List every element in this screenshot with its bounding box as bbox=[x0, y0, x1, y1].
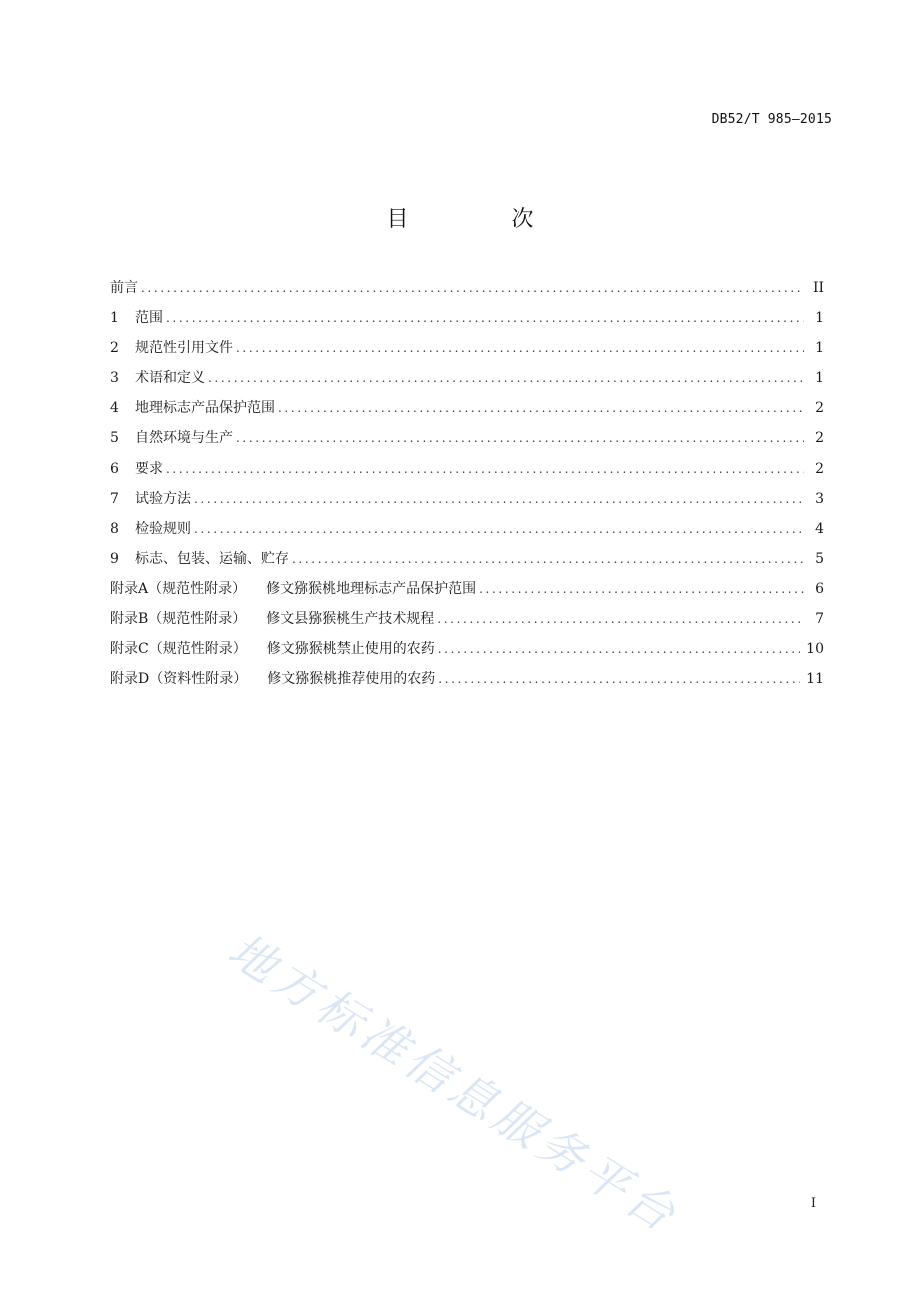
toc-entry-number: 2 bbox=[110, 340, 119, 357]
toc-entry-page: 1 bbox=[815, 310, 824, 327]
toc-entry-page: 1 bbox=[815, 370, 824, 387]
toc-entry-label: 修文县猕猴桃生产技术规程 bbox=[266, 611, 435, 628]
toc-entry-page: 5 bbox=[815, 550, 824, 567]
toc-entry-page: 2 bbox=[815, 430, 824, 447]
toc-entry-page: 7 bbox=[815, 611, 824, 628]
toc-entry[interactable] bbox=[110, 579, 824, 609]
toc-dot-leader bbox=[166, 308, 804, 328]
toc-entry-label: 要求 bbox=[135, 460, 163, 477]
toc-entry-label: 标志、包装、运输、贮存 bbox=[135, 550, 289, 567]
toc-entry[interactable] bbox=[110, 398, 824, 428]
toc-dot-leader bbox=[236, 338, 804, 358]
toc-entry-page: 6 bbox=[815, 580, 824, 597]
toc-entry-label: 修文猕猴桃禁止使用的农药 bbox=[266, 641, 435, 658]
toc-entry-number: 4 bbox=[110, 400, 119, 417]
toc-entry-label: 修文猕猴桃地理标志产品保护范围 bbox=[266, 580, 477, 597]
toc-entry-label: 前言 bbox=[110, 280, 138, 296]
toc-entry[interactable] bbox=[110, 489, 824, 519]
toc-dot-leader bbox=[236, 428, 804, 448]
watermark: 地方标准信息服务平台 bbox=[219, 922, 689, 1244]
toc-entry[interactable] bbox=[110, 609, 824, 639]
toc-entry-page: 11 bbox=[806, 671, 824, 688]
toc-dot-leader bbox=[292, 549, 804, 569]
toc-entry-annex-prefix: 附录B（规范性附录） bbox=[110, 611, 247, 628]
toc-entry-number: 7 bbox=[110, 490, 119, 507]
toc-entry[interactable] bbox=[110, 459, 824, 489]
toc-entry-number: 5 bbox=[110, 430, 119, 447]
toc-entry[interactable] bbox=[110, 368, 824, 398]
toc-entry-page: 4 bbox=[815, 520, 824, 537]
toc-dot-leader bbox=[166, 459, 804, 479]
toc-dot-leader bbox=[437, 609, 804, 629]
toc-entry-page: 2 bbox=[815, 400, 824, 417]
toc-dot-leader bbox=[194, 489, 804, 509]
toc-entry-annex-prefix: 附录C（规范性附录） bbox=[110, 641, 247, 658]
toc-entry-number: 3 bbox=[110, 370, 119, 387]
toc-entry-label: 自然环境与生产 bbox=[135, 430, 233, 447]
toc-dot-leader bbox=[141, 278, 804, 298]
toc-entry[interactable] bbox=[110, 338, 824, 368]
toc-dot-leader bbox=[479, 579, 804, 599]
toc-dot-leader bbox=[194, 519, 804, 539]
toc-entry-annex-prefix: 附录D（资料性附录） bbox=[110, 671, 248, 688]
toc-entry[interactable] bbox=[110, 669, 824, 699]
toc-entry[interactable] bbox=[110, 428, 824, 458]
toc-entry-label: 修文猕猴桃推荐使用的农药 bbox=[267, 671, 436, 688]
toc-entry-page: 10 bbox=[806, 641, 824, 658]
toc-title: 目 次 bbox=[386, 207, 582, 232]
toc-entry-number: 6 bbox=[110, 460, 119, 477]
page-number: I bbox=[810, 1196, 816, 1211]
toc-entry-page: 1 bbox=[815, 340, 824, 357]
toc-entry-annex-prefix: 附录A（规范性附录） bbox=[110, 580, 247, 597]
toc-entry-label: 试验方法 bbox=[135, 490, 191, 507]
toc-dot-leader bbox=[278, 398, 804, 418]
document-code: DB52/T 985—2015 bbox=[711, 112, 832, 127]
toc-entry-page: 3 bbox=[815, 490, 824, 507]
toc-entry-number: 9 bbox=[110, 550, 119, 567]
toc-entry-label: 地理标志产品保护范围 bbox=[135, 400, 275, 417]
toc-entry[interactable] bbox=[110, 308, 824, 338]
toc-entry-label: 检验规则 bbox=[135, 520, 191, 537]
toc-entry-label: 规范性引用文件 bbox=[135, 340, 233, 357]
toc-entry[interactable] bbox=[110, 549, 824, 579]
toc-entry[interactable] bbox=[110, 639, 824, 669]
toc-dot-leader bbox=[438, 669, 800, 689]
toc-entry[interactable] bbox=[110, 278, 824, 308]
toc-entry-label: 术语和定义 bbox=[135, 370, 205, 387]
toc-dot-leader bbox=[438, 639, 800, 659]
table-of-contents bbox=[110, 278, 824, 699]
toc-entry-number: 1 bbox=[110, 310, 119, 327]
toc-entry-page: II bbox=[812, 280, 824, 296]
toc-entry-label: 范围 bbox=[135, 310, 163, 327]
toc-entry-number: 8 bbox=[110, 520, 119, 537]
toc-dot-leader bbox=[208, 368, 804, 388]
toc-entry-page: 2 bbox=[815, 460, 824, 477]
toc-entry[interactable] bbox=[110, 519, 824, 549]
